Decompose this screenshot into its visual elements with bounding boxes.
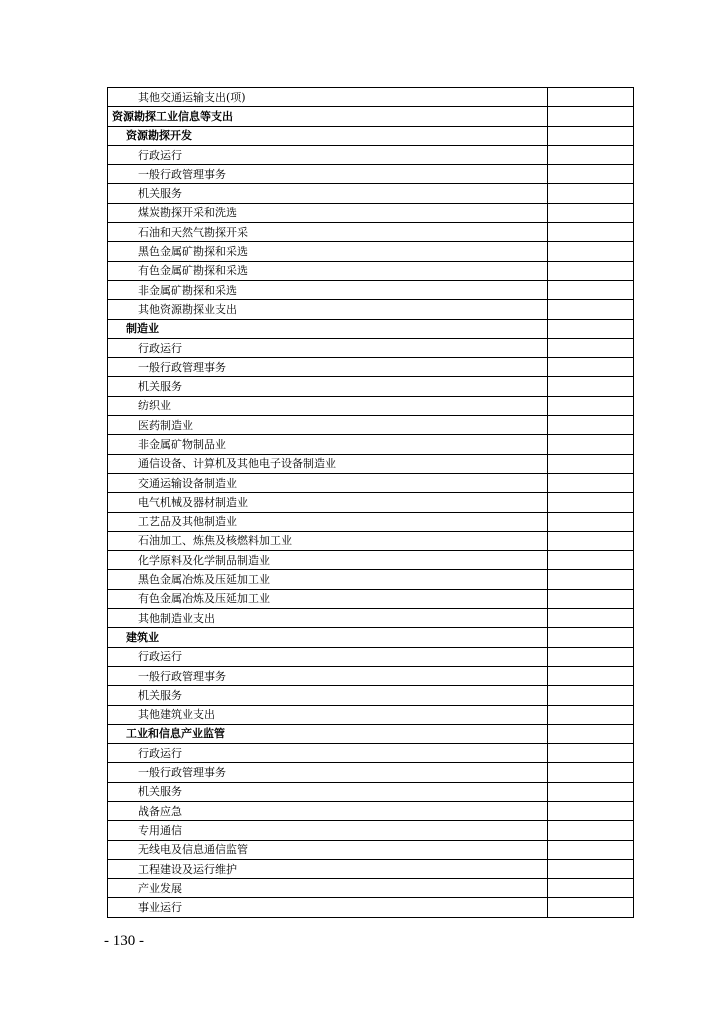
row-label: 机关服务 (108, 686, 548, 705)
table-row (108, 551, 634, 570)
row-label: 战备应急 (108, 801, 548, 820)
row-label: 非金属矿物制品业 (108, 435, 548, 454)
row-value (548, 647, 634, 666)
row-label: 资源勘探工业信息等支出 (108, 107, 548, 126)
row-label: 事业运行 (108, 898, 548, 917)
row-value (548, 531, 634, 550)
row-value (548, 473, 634, 492)
row-label: 其他交通运输支出(项) (108, 88, 548, 107)
table-row (108, 705, 634, 724)
table-row (108, 744, 634, 763)
row-value (548, 242, 634, 261)
table-row (108, 261, 634, 280)
row-value (548, 261, 634, 280)
row-value (548, 879, 634, 898)
row-value (548, 512, 634, 531)
table-row (108, 647, 634, 666)
row-value (548, 705, 634, 724)
table-row (108, 242, 634, 261)
row-label: 制造业 (108, 319, 548, 338)
row-value (548, 551, 634, 570)
table-row (108, 184, 634, 203)
row-value (548, 203, 634, 222)
table-row (108, 88, 634, 107)
table-row (108, 628, 634, 647)
row-value (548, 493, 634, 512)
table-row (108, 801, 634, 820)
row-value (548, 435, 634, 454)
row-value (548, 744, 634, 763)
row-label: 工业和信息产业监管 (108, 724, 548, 743)
row-label: 纺织业 (108, 396, 548, 415)
row-value (548, 898, 634, 917)
row-value (548, 223, 634, 242)
row-value (548, 126, 634, 145)
row-value (548, 377, 634, 396)
table-row (108, 338, 634, 357)
row-label: 一般行政管理事务 (108, 666, 548, 685)
row-value (548, 454, 634, 473)
row-label: 机关服务 (108, 782, 548, 801)
row-label: 行政运行 (108, 145, 548, 164)
table-row (108, 126, 634, 145)
row-value (548, 801, 634, 820)
row-label: 工艺品及其他制造业 (108, 512, 548, 531)
row-value (548, 280, 634, 299)
budget-table (107, 87, 634, 918)
row-value (548, 840, 634, 859)
row-value (548, 666, 634, 685)
table-row (108, 107, 634, 126)
table-row (108, 493, 634, 512)
row-value (548, 319, 634, 338)
table-row (108, 223, 634, 242)
table-row (108, 300, 634, 319)
row-label: 建筑业 (108, 628, 548, 647)
row-value (548, 358, 634, 377)
table-row (108, 396, 634, 415)
table-row (108, 319, 634, 338)
row-value (548, 88, 634, 107)
row-label: 其他资源勘探业支出 (108, 300, 548, 319)
table-row (108, 531, 634, 550)
row-label: 煤炭勘探开采和洗选 (108, 203, 548, 222)
row-value (548, 338, 634, 357)
row-value (548, 589, 634, 608)
table-row (108, 512, 634, 531)
row-label: 石油和天然气勘探开采 (108, 223, 548, 242)
table-row (108, 473, 634, 492)
table-row (108, 416, 634, 435)
row-value (548, 859, 634, 878)
table-row (108, 898, 634, 917)
table-row (108, 724, 634, 743)
row-value (548, 145, 634, 164)
row-label: 电气机械及器材制造业 (108, 493, 548, 512)
row-label: 行政运行 (108, 338, 548, 357)
table-row (108, 840, 634, 859)
row-label: 其他制造业支出 (108, 609, 548, 628)
table-row (108, 280, 634, 299)
row-value (548, 782, 634, 801)
table-row (108, 203, 634, 222)
row-label: 非金属矿勘探和采选 (108, 280, 548, 299)
row-label: 化学原料及化学制品制造业 (108, 551, 548, 570)
table-row (108, 666, 634, 685)
table-body (108, 88, 634, 918)
page-number: - 130 - (104, 933, 144, 949)
row-value (548, 107, 634, 126)
row-label: 其他建筑业支出 (108, 705, 548, 724)
row-label: 一般行政管理事务 (108, 358, 548, 377)
row-label: 一般行政管理事务 (108, 165, 548, 184)
row-value (548, 609, 634, 628)
table-row (108, 686, 634, 705)
row-value (548, 396, 634, 415)
table-row (108, 377, 634, 396)
row-value (548, 686, 634, 705)
table-row (108, 589, 634, 608)
row-value (548, 763, 634, 782)
row-label: 资源勘探开发 (108, 126, 548, 145)
table-row (108, 570, 634, 589)
table-row (108, 435, 634, 454)
table-row (108, 145, 634, 164)
row-value (548, 724, 634, 743)
row-label: 机关服务 (108, 184, 548, 203)
row-label: 行政运行 (108, 744, 548, 763)
table-row (108, 879, 634, 898)
row-value (548, 165, 634, 184)
table-row (108, 358, 634, 377)
table-row (108, 763, 634, 782)
row-label: 专用通信 (108, 821, 548, 840)
table-row (108, 821, 634, 840)
table-row (108, 859, 634, 878)
row-value (548, 628, 634, 647)
row-label: 一般行政管理事务 (108, 763, 548, 782)
table-row (108, 609, 634, 628)
row-label: 交通运输设备制造业 (108, 473, 548, 492)
row-value (548, 300, 634, 319)
row-label: 行政运行 (108, 647, 548, 666)
row-label: 石油加工、炼焦及核燃料加工业 (108, 531, 548, 550)
row-label: 无线电及信息通信监管 (108, 840, 548, 859)
row-label: 通信设备、计算机及其他电子设备制造业 (108, 454, 548, 473)
row-value (548, 184, 634, 203)
row-label: 工程建设及运行维护 (108, 859, 548, 878)
row-label: 黑色金属矿勘探和采选 (108, 242, 548, 261)
row-label: 有色金属冶炼及压延加工业 (108, 589, 548, 608)
row-label: 医药制造业 (108, 416, 548, 435)
row-label: 有色金属矿勘探和采选 (108, 261, 548, 280)
table-row (108, 165, 634, 184)
row-label: 黑色金属冶炼及压延加工业 (108, 570, 548, 589)
row-label: 产业发展 (108, 879, 548, 898)
table-row (108, 454, 634, 473)
row-value (548, 821, 634, 840)
row-label: 机关服务 (108, 377, 548, 396)
table-row (108, 782, 634, 801)
row-value (548, 570, 634, 589)
row-value (548, 416, 634, 435)
